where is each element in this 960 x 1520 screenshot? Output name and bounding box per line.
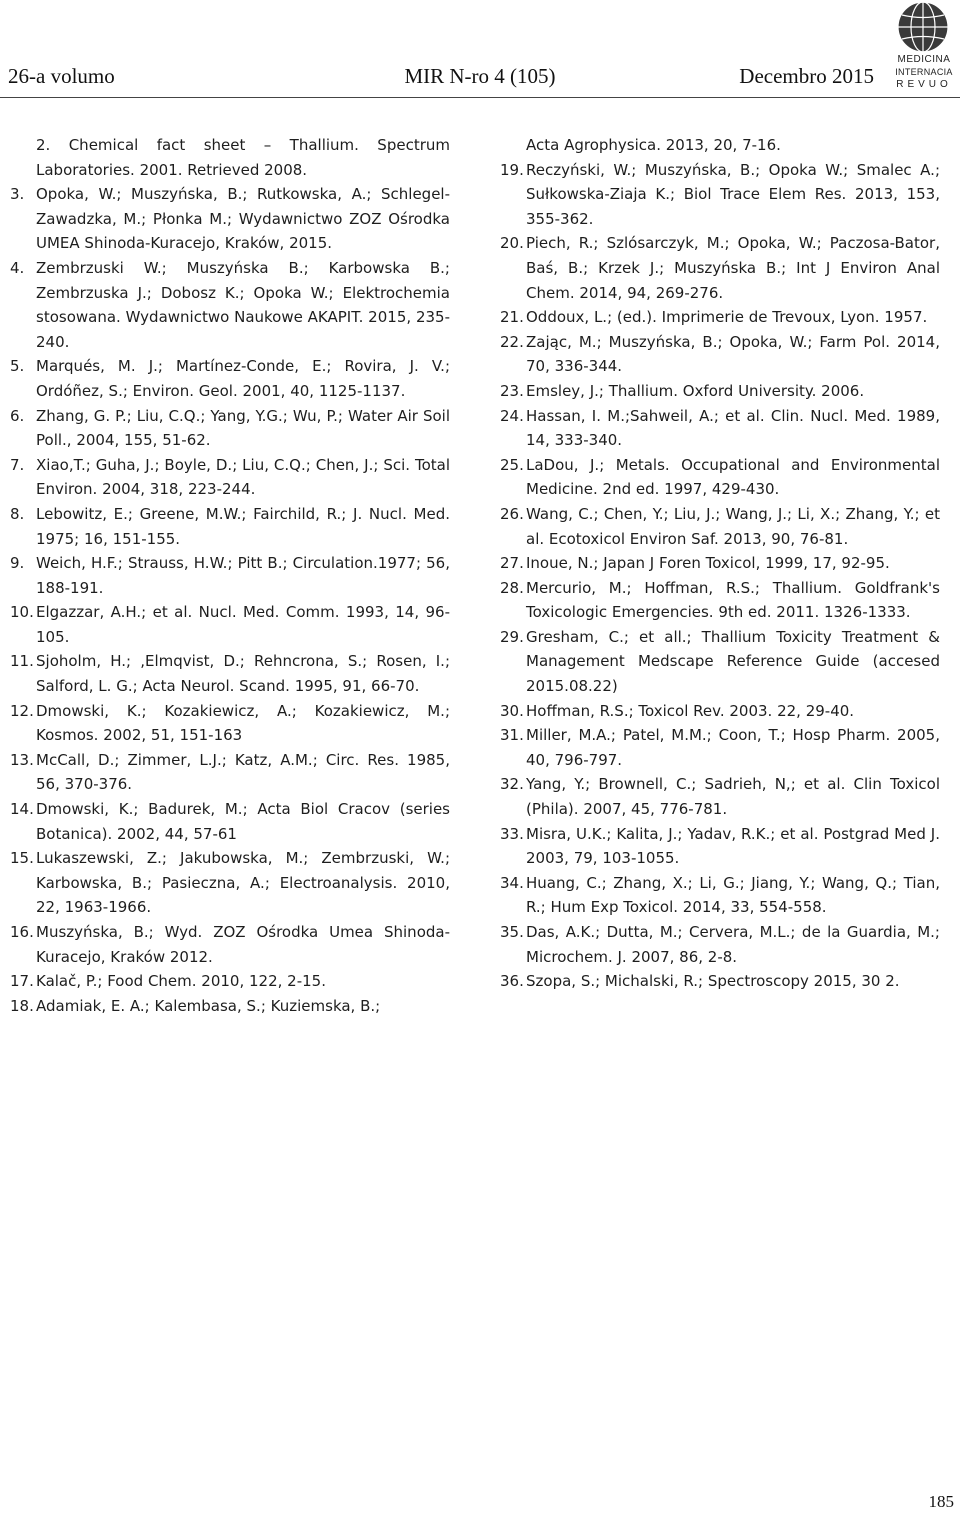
page-number: 185 xyxy=(928,1492,954,1511)
reference-number: 3. xyxy=(10,185,25,204)
reference-number: 15. xyxy=(10,849,34,868)
reference-item xyxy=(500,625,940,699)
reference-item xyxy=(500,969,940,994)
reference-text: McCall, D.; Zimmer, L.J.; Katz, A.M.; Circ. Res. 1985, 56, 370-376. xyxy=(36,750,450,794)
reference-number: 30. xyxy=(500,701,524,720)
reference-item xyxy=(10,133,450,182)
header-date: Decembro 2015 xyxy=(739,64,874,88)
reference-item xyxy=(10,256,450,354)
reference-text: Weich, H.F.; Strauss, H.W.; Pitt B.; Circulation.1977; 56, 188-191. xyxy=(36,554,450,597)
reference-item xyxy=(500,330,940,379)
reference-text: Acta Agrophysica. 2013, 20, 7-16. xyxy=(526,136,781,154)
header-rule xyxy=(0,97,960,98)
reference-item xyxy=(10,920,450,969)
reference-item xyxy=(500,699,940,724)
reference-list-left xyxy=(10,133,450,1018)
reference-text: Sjoholm, H.; ,Elmqvist, D.; Rehncrona, S.; Rosen, I.; Salford, L. G.; Acta Neurol. Scand. 1995, 91, 66-70. xyxy=(36,652,450,696)
reference-item xyxy=(500,133,940,158)
header-volume: 26-a volumo xyxy=(8,64,115,88)
reference-item xyxy=(10,846,450,920)
reference-number: 7. xyxy=(10,455,25,474)
reference-item xyxy=(500,871,940,920)
reference-number: 22. xyxy=(500,332,524,351)
reference-text: Gresham, C.; et all.; Thallium Toxicity Treatment & Management Medscape Reference Guide (accesed 2015.08.22) xyxy=(526,627,940,696)
reference-number: 6. xyxy=(10,406,25,425)
reference-text: Zhang, G. P.; Liu, C.Q.; Yang, Y.G.; Wu, P.; Water Air Soil Poll., 2004, 155, 51-62. xyxy=(36,406,450,450)
reference-number: 20. xyxy=(500,234,524,253)
reference-text: 2. Chemical fact sheet – Thallium. Spectrum Laboratories. 2001. Retrieved 2008. xyxy=(36,136,450,179)
reference-item xyxy=(10,797,450,846)
reference-item xyxy=(10,649,450,698)
logo-line-3: REVUO xyxy=(896,79,952,90)
reference-item xyxy=(500,453,940,502)
reference-item xyxy=(10,502,450,551)
reference-item xyxy=(500,772,940,821)
reference-number: 35. xyxy=(500,923,524,941)
reference-item xyxy=(10,969,450,994)
reference-text: Elgazzar, A.H.; et al. Nucl. Med. Comm. 1993, 14, 96-105. xyxy=(36,603,450,646)
reference-number: 17. xyxy=(10,972,34,991)
reference-item xyxy=(500,551,940,576)
logo-line-1: MEDICINA xyxy=(897,54,951,65)
reference-text: Dmowski, K.; Kozakiewicz, A.; Kozakiewicz, M.; Kosmos. 2002, 51, 151-163 xyxy=(36,701,450,745)
reference-text: Inoue, N.; Japan J Foren Toxicol, 1999, 17, 92-95. xyxy=(526,554,890,573)
reference-item xyxy=(500,723,940,772)
reference-number: 36. xyxy=(500,972,524,991)
reference-text: Hassan, I. M.;Sahweil, A.; et al. Clin. Nucl. Med. 1989, 14, 333-340. xyxy=(526,406,940,450)
reference-item xyxy=(500,158,940,232)
reference-item xyxy=(500,404,940,453)
reference-number: 26. xyxy=(500,504,524,523)
journal-logo xyxy=(888,0,960,96)
reference-item xyxy=(10,551,450,600)
reference-number: 34. xyxy=(500,873,524,892)
reference-number: 4. xyxy=(10,258,25,277)
reference-item xyxy=(500,920,940,969)
reference-text: Marqués, M. J.; Martínez-Conde, E.; Rovira, J. V.; Ordóñez, S.; Environ. Geol. 2001, 40, 1125-1137. xyxy=(36,357,450,400)
globe-icon xyxy=(894,0,952,54)
reference-item xyxy=(10,994,450,1019)
reference-item xyxy=(500,305,940,330)
reference-number: 12. xyxy=(10,701,34,720)
reference-item xyxy=(10,404,450,453)
reference-number: 19. xyxy=(500,160,524,179)
reference-number: 13. xyxy=(10,750,34,769)
reference-number: 29. xyxy=(500,627,524,646)
reference-item xyxy=(10,600,450,649)
reference-text: Zając, M.; Muszyńska, B.; Opoka, W.; Farm Pol. 2014, 70, 336-344. xyxy=(526,332,940,376)
reference-item xyxy=(500,231,940,305)
reference-number: 25. xyxy=(500,455,524,474)
reference-item xyxy=(10,354,450,403)
reference-item xyxy=(10,182,450,256)
logo-line-2: INTERNACIA xyxy=(895,67,953,77)
reference-item xyxy=(500,502,940,551)
reference-number: 16. xyxy=(10,923,34,941)
reference-text: Miller, M.A.; Patel, M.M.; Coon, T.; Hosp Pharm. 2005, 40, 796-797. xyxy=(526,726,940,769)
reference-item xyxy=(10,699,450,748)
reference-text: Reczyński, W.; Muszyńska, B.; Opoka W.; Smalec A.; Sułkowska-Ziaja K.; Biol Trace Elem Res. 2013, 153, 355-362. xyxy=(526,160,940,228)
reference-text: Huang, C.; Zhang, X.; Li, G.; Jiang, Y.; Wang, Q.; Tian, R.; Hum Exp Toxicol. 2014, 33, 554-558. xyxy=(526,873,940,917)
reference-number: 5. xyxy=(10,357,25,376)
reference-number: 23. xyxy=(500,381,524,400)
reference-text: Lukaszewski, Z.; Jakubowska, M.; Zembrzuski, W.; Karbowska, B.; Pasieczna, A.; Electroanalysis. 2010, 22, 1963-1966. xyxy=(36,849,450,917)
reference-number: 27. xyxy=(500,554,524,573)
reference-number: 21. xyxy=(500,308,524,327)
reference-text: Das, A.K.; Dutta, M.; Cervera, M.L.; de la Guardia, M.; Microchem. J. 2007, 86, 2-8. xyxy=(526,923,940,966)
references-right-column xyxy=(500,133,940,994)
reference-item xyxy=(10,453,450,502)
reference-item xyxy=(500,822,940,871)
reference-text: Lebowitz, E.; Greene, M.W.; Fairchild, R.; J. Nucl. Med. 1975; 16, 151-155. xyxy=(36,504,450,548)
reference-list-right xyxy=(500,133,940,994)
reference-text: Xiao,T.; Guha, J.; Boyle, D.; Liu, C.Q.; Chen, J.; Sci. Total Environ. 2004, 318, 223-244. xyxy=(36,455,450,499)
reference-text: Opoka, W.; Muszyńska, B.; Rutkowska, A.; Schlegel-Zawadzka, M.; Płonka M.; Wydawnictwo ZOZ Ośrodka UMEA Shinoda-Kuracejo, Kraków, 2015. xyxy=(36,185,450,253)
reference-number: 18. xyxy=(10,996,34,1015)
reference-text: Kalač, P.; Food Chem. 2010, 122, 2-15. xyxy=(36,972,326,991)
reference-text: Szopa, S.; Michalski, R.; Spectroscopy 2015, 30 2. xyxy=(526,972,900,991)
reference-number: 32. xyxy=(500,775,524,794)
references-left-column xyxy=(10,133,450,1018)
reference-text: Mercurio, M.; Hoffman, R.S.; Thallium. Goldfrank's Toxicologic Emergencies. 9th ed. 2011. 1326-1333. xyxy=(526,578,940,622)
reference-text: Oddoux, L.; (ed.). Imprimerie de Trevoux, Lyon. 1957. xyxy=(526,308,928,327)
reference-text: Emsley, J.; Thallium. Oxford University. 2006. xyxy=(526,381,865,400)
header-issue: MIR N-ro 4 (105) xyxy=(404,64,556,88)
reference-text: Piech, R.; Szlósarczyk, M.; Opoka, W.; Paczosa-Bator, Baś, B.; Krzek J.; Muszyńska B.; Int J Environ Anal Chem. 2014, 94, 269-276. xyxy=(526,234,940,302)
reference-text: Muszyńska, B.; Wyd. ZOZ Ośrodka Umea Shinoda-Kuracejo, Kraków 2012. xyxy=(36,923,450,966)
page-header xyxy=(0,0,960,100)
reference-text: Adamiak, E. A.; Kalembasa, S.; Kuziemska, B.; xyxy=(36,996,381,1015)
reference-item xyxy=(10,748,450,797)
reference-text: LaDou, J.; Metals. Occupational and Environmental Medicine. 2nd ed. 1997, 429-430. xyxy=(526,455,940,499)
reference-item xyxy=(500,379,940,404)
reference-number: 9. xyxy=(10,554,25,573)
reference-text: Misra, U.K.; Kalita, J.; Yadav, R.K.; et al. Postgrad Med J. 2003, 79, 103-1055. xyxy=(526,824,940,868)
reference-text: Hoffman, R.S.; Toxicol Rev. 2003. 22, 29-40. xyxy=(526,701,855,720)
reference-number: 28. xyxy=(500,578,524,597)
reference-text: Zembrzuski W.; Muszyńska B.; Karbowska B.; Zembrzuska J.; Dobosz K.; Opoka W.; Elektrochemia stosowana. Wydawnictwo Naukowe AKAPIT. 2015, 235-240. xyxy=(36,258,450,351)
reference-text: Wang, C.; Chen, Y.; Liu, J.; Wang, J.; Li, X.; Zhang, Y.; et al. Ecotoxicol Environ Saf. 2013, 90, 76-81. xyxy=(526,504,940,548)
reference-number: 31. xyxy=(500,726,524,745)
reference-item xyxy=(500,576,940,625)
reference-number: 11. xyxy=(10,652,34,671)
reference-text: Yang, Y.; Brownell, C.; Sadrieh, N,; et al. Clin Toxicol (Phila). 2007, 45, 776-781. xyxy=(526,775,940,819)
reference-number: 14. xyxy=(10,800,34,819)
reference-number: 33. xyxy=(500,824,524,843)
reference-text: Dmowski, K.; Badurek, M.; Acta Biol Cracov (series Botanica). 2002, 44, 57-61 xyxy=(36,800,450,843)
reference-number: 10. xyxy=(10,603,34,622)
reference-number: 24. xyxy=(500,406,524,425)
reference-number: 8. xyxy=(10,504,25,523)
